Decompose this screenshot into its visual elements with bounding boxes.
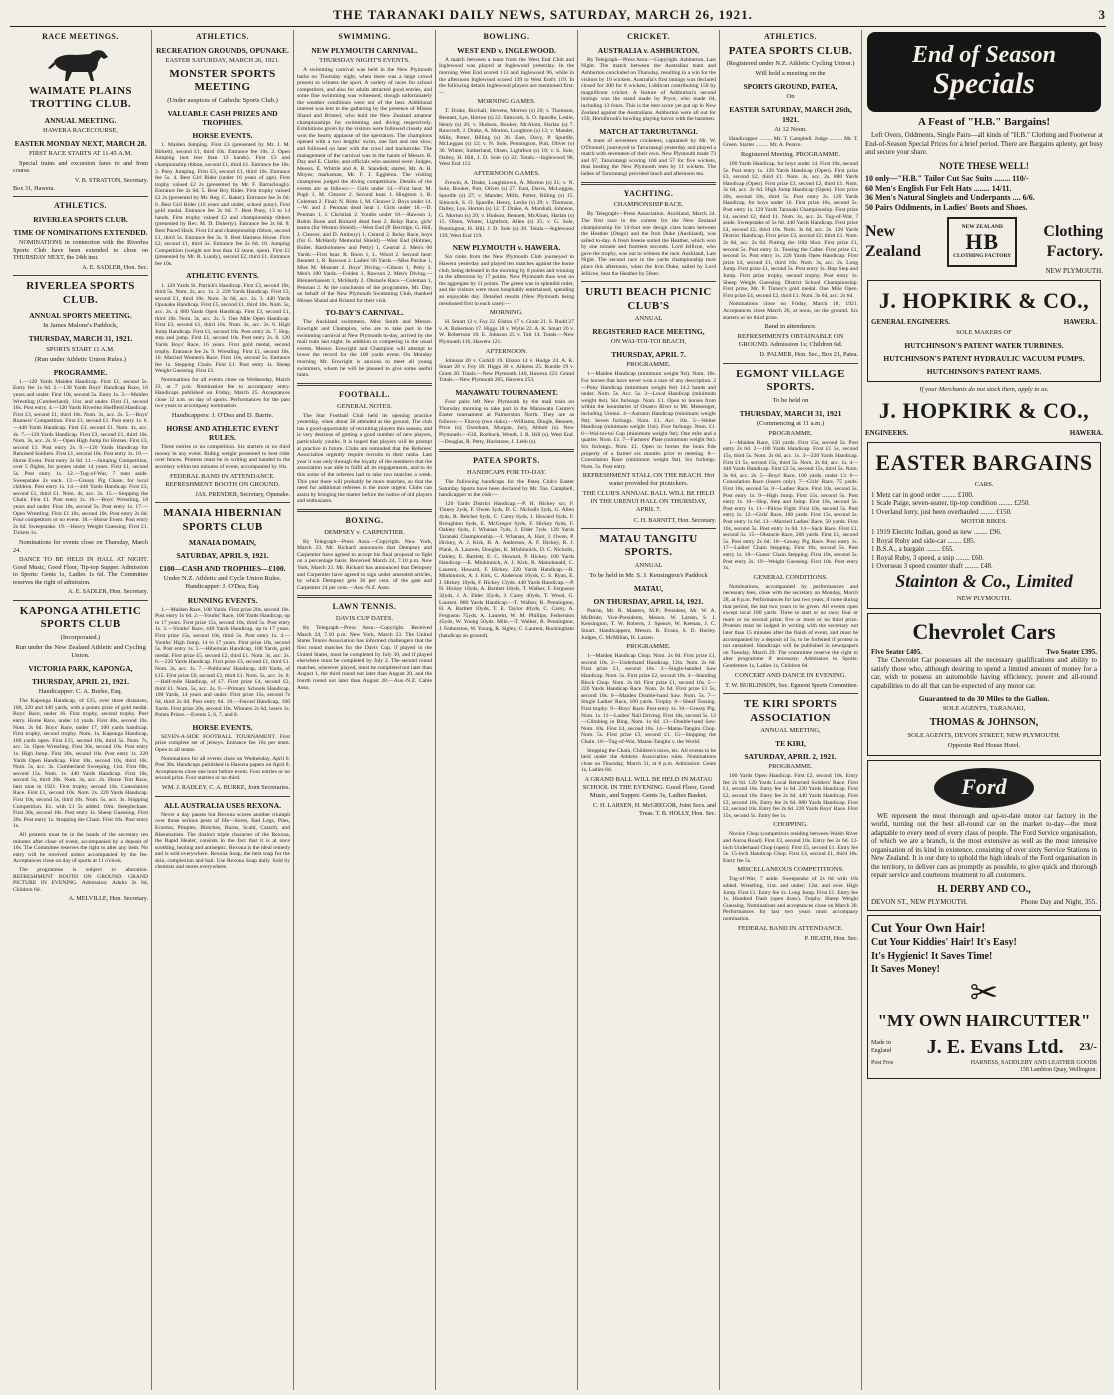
easter-heading: EASTER BARGAINS bbox=[875, 449, 1093, 475]
tekiri-annual: ANNUAL MEETING, bbox=[760, 726, 821, 734]
patea-officials: Handicapper ......... Mr. T. Campbell. Judge ......... Mr. T. Green. Starter ......... Mr. A. Pearce. bbox=[723, 135, 858, 149]
ford-ad bbox=[867, 760, 1101, 911]
riverlea-rules: (Run under Athletic Union Rules.) bbox=[34, 355, 127, 363]
patea-will: Will hold a meeting on the bbox=[755, 70, 826, 78]
handicaps-intro: The following handicaps for the Patea Club's Easter Saturday Sports have been declared by Mr. Tau. Campbell, handicapper to the club:— bbox=[439, 478, 574, 499]
divider bbox=[13, 196, 148, 197]
kaponga-signature: A. MELVILLE, Hon. Secretary. bbox=[68, 895, 148, 903]
matau-notes: Stopping the Chain, Children's races, etc. All events to be held under the Athletic Association rules. Nominations close on Thursday, March 31, at 8 p.m. Admission: Gents 1s, Ladies 6d. bbox=[581, 747, 716, 774]
matau-programme: PROGRAMME. bbox=[626, 643, 671, 651]
riverlea-sub: RIVERLEA SPORTS CLUB. bbox=[33, 214, 128, 224]
rexona-text: Never a day passes but Rexona scores another triumph over those serious pests of life—Sores, Bad Legs, Piles, Eczema, Pimples, Blotches, Burns, Scald, Catarrh, and Rheumatism. The distinct triple character of the Rexona, the Rapid Healer, consists in the fact that it is at once soothing, healing and antiseptic. Rexona is the ideal remedy and is sold everywhere. Rexona Soap, the best soap for the skin, complexion and hair. Use Rexona Soap daily. Sold by chemists and stores everywhere. bbox=[155, 811, 290, 871]
matau-text: 1—Maiden Handicap Chop. Nom. 2s 6d. First prize £1, second 10s. 2—Underhand Handicap, 12in. Nom. 2s 6d. First prize £1, second 10s. 3—Single-handed Saw Handicap. Nom. 5s. First prize £2, second 10s. 4—Standing Block Chop. Nom. 2s 6d. First prize £1, second 10s. 5—220 Yards Handicap Race. Nom. 2s 6d. First prize £1 5s, second 10s. 6—Maiden Double-hand Saw. Nom. 5s. 7—Single Ladies' Race, 100 yards. Trophy. 8—Sheaf Tossing. First trophy. 9—Boys' Race. Post entry 1s. 10—Greasy Pig. Nom. 1s. 11—Ladies' Nail Driving. First 10s, second 5s. 12—Climbing in Ring. Nom. 1s 6d. 13—Double-hand Saw. Nom. 10s. First £4, second 10s. 14—Matau-Tangitu Chop. Nom. 5s. First prize £3, second £1. 15—Stopping the Chain. 16—Tug-of-War, Matau-Tangitu v. the World. bbox=[581, 653, 716, 745]
waimate-start: FIRST RACE STARTS AT 11.45 A.M. bbox=[28, 149, 132, 157]
haircutter-ad bbox=[867, 915, 1101, 1079]
divider bbox=[581, 281, 716, 282]
bike-item: 1 B.S.A., a bargain ........ £65. bbox=[871, 545, 955, 554]
chevrolet-title: Chevrolet Cars bbox=[912, 618, 1056, 644]
hb-logo-top: NEW ZEALAND bbox=[961, 224, 1003, 231]
patea-time: At 12 Noon. bbox=[774, 125, 807, 133]
waimate-sub: ANNUAL MEETING. bbox=[44, 115, 117, 125]
tekiri-signature: P. HEATH, Hon. Sec. bbox=[804, 934, 858, 942]
patea-title: PATEA SPORTS CLUB. bbox=[728, 44, 853, 57]
columns bbox=[10, 30, 1106, 1390]
tekiri-title: TE KIRI SPORTS ASSOCIATION bbox=[743, 698, 838, 724]
matau-date: ON THURSDAY, APRIL 14, 1921. bbox=[593, 597, 704, 607]
waimate-box: Box 31, Hawera. bbox=[13, 184, 55, 192]
yachting-text: By Telegraph—Press Association. Auckland, March 24. The first race in the contest for the New Zealand championship for 14-foot one design class boats between the Heather (Otago) and the Iron Duke (Auckland), was sailed to-day. A fresh breeze suited the Heather, which won by one minute and fourteen seconds. Lord Jellicoe, who gave the trophy, was out to witness the race. Auckland, Last Night. The second race in the yacht championship took place this afternoon, when the Iron Duke, sailed by Lord Jellicoe, beat the Heather by 50sec. bbox=[581, 211, 716, 277]
hair-line: It Saves Money! bbox=[871, 964, 940, 976]
section-heading: RACE MEETINGS. bbox=[42, 32, 119, 41]
hb-new-plymouth: NEW PLYMOUTH. bbox=[1045, 266, 1103, 275]
programme-text: 1.—120 Yards Maiden Handicap. First £1, second 5s. Entry fee 1s 6d. 2.—130 Yards Boys' Handicap Race, 16 years and under. First 10s, second 5s. Entry 1s. 3.—Maiden Wrestling (Cumberland), 11st. and under. First £1, second 10s. Post entry. 4.—120 Yards Riverlea Sheffield Handicap. First £3, second £1, third 10s. Nom. 3s, acc. 2s. 5.—Boys' Runners' Competition. First £1, second £1. Post entry 1s. 6.—440 Yards Handicap. First £3, second £1. Nom. 4s, acc. 4s. 7.—120 Yards Handicap. First £3, second £1, third 10s. Nom. 3s, acc. 2s. 8.—Open High Jump for Horses. First £3, second £1. Post entry 2s. 9.—120 Yards Handicap for Returned Soldiers. First £1, second 10s. Post entry 1s. 10.—Horse Event. Post entry 2s 6d. 11.—Jumping Competition, over 5 flights, for ponies under 14 years. First £1, second 5s. Post entry 1s. 12.—Tug-of-War, 7 men aside. Sweepstake 2s each. 13.—Greasy Pig Chase, for local children. Post entry 1s. 14.—440 Yards Handicap. First £3, second £1, third £1. Nom. 4s, acc. 2s. 15.—Stopping the Chain. First £1. Post entry 1s. 16.—Boys' Wrestling, 18 years and under. First 10s, second 5s. Post entry 1s. 17.—Open Wrestling. First £1 10s, second 10s. Post entry 2s 6d. Four competitors or no event. 18.—Horse Event. Post entry 2s 6d. Sweepstake. 19.—Heavy Weight Guessing. First £1. Tickets 1s. bbox=[13, 378, 148, 537]
column-athletics-patea bbox=[720, 30, 862, 1390]
evans-price: 23/- bbox=[1079, 1040, 1097, 1053]
afternoon-2-text: Johnson 20 v. Corkill 19. Elston 14 v. Hodge 24. A. K. Smart 28 v. Foy 18. Higgs 30 v. Aitkens 25. Rundle 19 v. Grant 20. Totals.—New Plymouth 140, Hawera 123. Grand Totals.—New Plymouth 265, Hawera 253. bbox=[439, 357, 574, 384]
nominations-signature: A. E. SADLER, Hon. Sec. bbox=[82, 263, 148, 271]
afternoon-heading: AFTERNOON GAMES. bbox=[473, 169, 540, 177]
uruti-text: 1—Maiden Handicap (minimum weight 9st). Nom. 10s. For horses that have never won a race of any description. 2—Pony Handicap (minimum weight 8st) 14.2 hands and under. Nom. 5s. Acc. 5s. 3—Local Handicap (minimum weight 8st). Six furlongs. Nom. £1. Open to horses from within the boundaries of Onaero River to Mt. Messenger, including Urenui. 4—Autumn Handicap (minimum weight 9st). Seven furlongs. Nom. £1. Acc. 10s. 5—Welter Handicap (minimum weight 11st). Five furlongs. Nom. £1. 6—Wai-toi-toi Cup (minimum weight 9st). One mile and a quarter. Nom. £1. 7—Farmers' Plate (minimum weight 9st). Six furlongs. Nom. £1. Open to horses the bona fide property of a farmer six months prior to meeting. 8—Consolation Race (minimum weight 9st). Six furlongs. Nom. 5s. Post entry. bbox=[581, 371, 716, 470]
hb-factory: Factory. bbox=[1046, 242, 1103, 260]
hopkirk2-right: HAWERA. bbox=[1069, 429, 1103, 438]
horse-rules-heading: HORSE AND ATHLETIC EVENT RULES. bbox=[166, 423, 279, 443]
motor-bikes-heading: MOTOR BIKES. bbox=[960, 518, 1008, 526]
bike-item: 1 1919 Electric Indian, good as new ........ £96. bbox=[871, 528, 1002, 537]
afternoon-text: Frewin, A. Drake, Loughstown, A. Morton (s) 21; v. N. Sole, Booker, Putt, Oliver (s) 27. East, Davis, McLeggan, Spurdle (s) 27; v. Mander, Mills, Potter, Billing (s) 15. Simcock, S. O. Spurdle, Henry, Leslie (s) 29; v. Thomson, Dalley, Lye, Horton (s) 12. T. Drake, A. Marshall, Johnson, G. Morton (s) 29; v. Hudson, Bennett, McAlum, Harlan (s) 15. Olsen, Winter, Lightfoot, Allen (s) 25; v. G. Sole, Pennington, H. Hill, J. D. Sole (s) 30. Totals.—Inglewood 139, West End 119. bbox=[439, 179, 574, 239]
hb-logo bbox=[947, 217, 1017, 267]
riverlea-place: In James Malone's Paddock, bbox=[43, 322, 118, 330]
general-notes-heading: GENERAL NOTES. bbox=[336, 402, 393, 410]
derby-phone: Phone Day and Night, 355. bbox=[1020, 898, 1097, 907]
chopping-heading: CHOPPING. bbox=[773, 821, 808, 829]
chevrolet-ad bbox=[867, 613, 1101, 756]
kaponga-date: THURSDAY, APRIL 21, 1921. bbox=[32, 677, 129, 686]
egmont-text: 1—Maiden Race, 150 yards. First 15s, second 5s. Post entry 2s 6d. 2—100 Yards Handicap. First £1 5s, second 15s, third 5s. Nom. 2s 6d, acc. 1s. 3—220 Yards Handicap. First £1 5s, second 15s, third 5s. Nom. 2s 6d, acc. 1s. 4—440 Yards Handicap. First £2 5s, second 15s, third 5s. Nom. 3s 6d, acc. 2s. 5—Boys' Race, 100 yards, under 13. 6—Consolation Race (losers only). 7—Girls' Race, 75 yards. First 10s, second 5s. 8—Ladies' Race. First 10s, second 5s. Post entry 1s. 9—High Jump. First 15s, second 5s. Post entry 1s. 10—Hop, Step and Jump. First 10s, second 5s. Post entry 1s. 11—Pillow Fight. First 10s, second 5s. Post entry 1s. 12—Girls' Race, 100 yards. First 15s, second 5s. Post entry 1s 6d. 13—Married Ladies' Race, 50 yards. First 10s, second 5s. Post entry 1s 6d. 14—Sack Race. First £1, second 5s. 15—Obstacle Race, 200 yards. First £1, second 5s. Post entry 2s 6d. 16—Greasy Pig Race. Post entry 1s. 17—Ladies' Chain Stepping. First 10s, second 5s. Post entry 1s. 18—Guess' Chain Stepping. First 10s, second 5s. Post entry 2s. 19—Weight Guessing. First 10s. Post entry 1s. bbox=[723, 439, 858, 572]
monster-title: MONSTER SPORTS MEETING bbox=[169, 67, 276, 94]
patea-on: On bbox=[786, 93, 795, 101]
divider bbox=[13, 275, 148, 276]
patea-refreshments: REFRESHMENTS OBTAINABLE ON GROUND. Admission 1s; Children 6d. bbox=[737, 333, 844, 349]
ford-text: WE represent the most thorough and up-to-date motor car factory in the world, turning out the best all-round car on the market to-day—the most adaptable to every need of every class of people. The Ford Service organisation, of which we are a branch, is the most extensive as well as the most intensive organisation of its kind in existence, consisting of over sixty Service Stations in New Zealand. It is our duty to uphold the high ideals of the Ford organisation in the territory, to deliver cars as promptly as possible, to give quick and thorough repair service and courteous treatment to all customers. bbox=[871, 811, 1097, 880]
waimate-signature: V. B. STRATTON, Secretary. bbox=[74, 177, 148, 185]
manaia-title: MANAIA HIBERNIAN SPORTS CLUB bbox=[163, 507, 282, 533]
matau-officers: Patron, Mr. R. Masters, M.P.; President, Mr. W. A. McBride; Vice-Presidents, Messrs. W. Larsen, S. J. Kensington, T. W. Roberts, J. Spence, W. Keenan, J. C. Smart. Handicappers, Messrs. R. Evans, S. D. Hurley. Judges, C. McMillan, H. Larsen. bbox=[581, 608, 716, 641]
derby-address: DEVON ST., NEW PLYMOUTH. bbox=[871, 898, 968, 907]
nominations-extended: TIME OF NOMINATIONS EXTENDED. bbox=[13, 228, 148, 238]
uruti-venue: ON WAI-TOI-TOI BEACH, bbox=[610, 338, 687, 346]
bike-item: 1 Royal Ruby and side-car ........ £85. bbox=[871, 536, 976, 545]
chevrolet-text: The Chevrolet Car possesses all the necessary qualifications and ability to satisfy those who, although desiring to spend a limited amount of money for a car, wish to possess an automobile having efficiency, power and all-round capabilities to do all that can be expected of any motor car. bbox=[871, 656, 1097, 690]
boxing-text: By Telegraph—Press Assn.—Copyright. New York, March 23. Mr. Rickard announces that Dempsey and Carpentier have agreed to accept his final proposal to fight on a percentage basis. Received March 24, 7.10 p.m. New York, March 23. Mr. Rickard has announced that Dempsey and Carpentier have agreed to sign under amended articles, by which Dempsey gets 36 per cent. of the gate and Carpentier 24 per cent.—Aus.-N.Z. Assn. bbox=[297, 538, 432, 591]
athletic-events-text: 1. 120 Yards St. Patrick's Handicap. First £3, second 10s, third 5s. Nom. 2s, acc. 1s. 2. 220 Yards Handicap. First £3, second £1, third 10s. Nom. 3s 6d, acc. 2s. 3. 440 Yards Opunake Handicap. First £5, second £1, third 10s. Nom. 5s, acc. 2s. 4. 880 Yards Open Handicap. First £3, second £1, third 10s. Nom. 3s, acc. 2s. 5. One Mile Open Handicap. First £3, second £1, third 10s. Nom. 3s, acc. 2s. 6. High Jump Handicap. First £1, second 10s. Post entry 2s. 7. Hop, step and jump. First £1, second 10s. Post entry 2s. 8. 120 Yards Boys' Race, 16 years. First gold medal, second trophy. Entrance fee 2s. 9. Wrestling. First £1, second 10s. 10. Married Women's Race. First 10s, second 5s. Entrance fee 1s. Stepping Chain. First £1. Post entry 1s. Sheep Weight Guessing. First £1. bbox=[155, 282, 290, 375]
hair-line: Cut Your Kiddies' Hair! It's Easy! bbox=[871, 937, 1017, 949]
my-own-haircutter: "MY OWN HAIRCUTTER" bbox=[877, 1010, 1091, 1030]
misc-heading: MISCELLANEOUS COMPETITIONS. bbox=[737, 866, 844, 874]
hair-line: It's Hygienic! It Saves Time! bbox=[871, 950, 993, 962]
misc-text: Tug-of-War, 7 aside. Sweepstake of 2s 6d with 10s added. Wrestling, 11st. and under; 12st. and over. High Jump. First £1. Entry fee 1s. Long Jump. First £1. Entry fee 1s. Hundred Dash (open draw). Trophy. Sheep Weight Guessing. Nominations and acceptances close on March 30. Performances for last two years must accompany nomination. bbox=[723, 876, 858, 922]
hawera-heading: NEW PLYMOUTH v. HAWERA. bbox=[452, 243, 561, 253]
football-text: The Star Football Club held its opening practice yesterday, when about 30 attended at the ground. The club has a good opportunity of recruiting players this season, and is very desirous of getting a good number of new players, particularly youths. It is hoped that players will be prompt at practice in future. Clubs are reminded that the Referees' Association urgently require recruits to their ranks. Last year it was only through the loyalty of the members that the association was able to fulfil all its engagements, and to do this some of the referees had to take two matches a week. This year there will probably be more matches, so that the need for additional referees is the more urgent. Clubs can assist by bringing the matter before the notice of old players and enthusiasts. bbox=[297, 412, 432, 505]
matau-title: MATAU TANGITU SPORTS. bbox=[599, 533, 698, 559]
hb-text: Left Overs, Oddments, Single Pairs—all kinds of "H.B." Clothing and Footwear at End-of-Season Special Prices for a brief period. There are Bargains aplenty, get busy and secure your share. bbox=[865, 131, 1103, 157]
kaponga-rules: Run under the New Zealand Athletic and Cycling Union. bbox=[15, 643, 146, 659]
riverlea-annual: ANNUAL SPORTS MEETING. bbox=[29, 311, 132, 321]
rexona-heading: ALL AUSTRALIA USES REXONA. bbox=[163, 800, 282, 810]
kaponga-title: KAPONGA ATHLETIC SPORTS CLUB bbox=[19, 604, 142, 631]
patea-registered: (Registered under N.Z. Athletic Cycling Union.) bbox=[726, 60, 855, 68]
tennis-heading: LAWN TENNIS. bbox=[332, 602, 397, 612]
hopkirk2-left: ENGINEERS. bbox=[865, 429, 908, 438]
masthead-title: THE TARANAKI DAILY NEWS, SATURDAY, MARCH 26, 1921. bbox=[333, 7, 753, 22]
afternoon-2-heading: AFTERNOON. bbox=[485, 347, 528, 355]
nominations-text: NOMINATIONS in connection with the Riverlea Sports Club have been extended to close on THURSDAY NEXT, the 24th inst. bbox=[13, 239, 148, 262]
section-heading: ATHLETICS. bbox=[763, 32, 818, 41]
sevens-signature: WM. J. RADLEY, C. A. BURKE, Joint Secretaries. bbox=[161, 784, 290, 792]
divider bbox=[297, 509, 432, 512]
dance-signature: A. E. SADLER, Hon. Secretary. bbox=[68, 588, 148, 596]
tekiri-text: 100 Yards Open Handicap. First £2, second 10s. Entry fee 2s 6d. 120 Yards Local Returned Soldiers' Race. First £1, second 10s. Entry fee 1s 6d. 220 Yards Handicap. First £2, second 10s. Entry fee 2s 6d. 440 Yards Handicap. First £2, second 10s. Entry fee 2s 6d. 880 Yards Handicap. First £2, second 10s. Entry fee 2s 6d. 220 Yards Boys' Race. First 15s, second 5s. Entry fee 1s. bbox=[723, 773, 858, 819]
morning-2-heading: MORNING. bbox=[489, 309, 524, 317]
patea-registered-programme: Registered Meeting. PROGRAMME. bbox=[740, 150, 841, 158]
taurutangi-heading: MATCH AT TARURUTANGI. bbox=[599, 126, 698, 136]
chevrolet-two-seater: Two Seater £395. bbox=[1046, 647, 1097, 656]
hopkirk-item: HUTCHINSON'S PATENT HYDRAULIC VACUUM PUMPS. bbox=[883, 354, 1085, 364]
bike-item: 1 Overseas 3 speed counter shaft ........ £48. bbox=[871, 562, 993, 571]
yachting-heading: YACHTING. bbox=[623, 188, 674, 198]
divider bbox=[155, 796, 290, 797]
matau-place: To be held in Mr. S. J. Kensington's Paddock bbox=[589, 571, 708, 579]
waimate-venue: HAWERA RACECOURSE, bbox=[43, 126, 118, 134]
column-swimming bbox=[294, 30, 436, 1390]
kaponga-text: The Kaponga Handicap, of £15, over three distances, 100, 220 and 440 yards, with a points prize of gold medal. Boys' Race, under 16. First trophy, second trophy. Post entry. Horse Race, under 14 yards. First 40s, second 10s. Nom. 2s 6d. Boys' Race, under 17, 100 yards handicap. First trophy, second trophy. Nom. 1s. Kaponga Handicap, 100 yards open. First £15, second 10s, third 5s. Nom. 7s, acc. 5s. Open Wrestling. First 30s, second 10s. Post entry 1s. High Jump. First 30s, second 10s. Post entry 1s. 220 Yards Open Handicap. First 10s, second 10s, third 10s. Nom. 5s, acc. 3s. Cumberland Sweeping, 11st. First 60s, second 15s. Nom. 1s. 440 Yards Handicap. First 10s, second 5s, third 20s. Nom. 3s, acc. 2s. Horse Trot Race, best nine in 1921. First trophy, second 10s. Consolation Race. First £1, second 10s. Nom. 2s. 220 Yards Handicap. First 10s, second 5s, third 10s. Nom. 5s, acc. 3s. Stopping Competition. Ex. with £1 5s added. 10m. Steeplechase. First 30s, second 10s. Post entry 1s. Sheep Guessing. First 20s. Post entry 1s. Stopping the Chain. First 10s. Post entry 1s. bbox=[13, 698, 148, 830]
handicappers: Handicappers: J. O'Dea and D. Barrie. bbox=[171, 411, 274, 419]
patea-acceptances: Nominations close on Friday, March 18, 1921. Acceptances close March 26, at noon, on the ground. Six starters or no third prize. bbox=[723, 301, 858, 321]
divider bbox=[723, 363, 858, 364]
manaia-domain: MANAIA DOMAIN, bbox=[188, 538, 257, 548]
morning-2-text: H. Smart 12 v. Foy 22. Elston 17 v. Grant 21. S. Rudd 27 v. A. Robertson 17. Higgs 18 v. Wylie 22. A. K. Smart 26 v. W. Robertson 18. E. Johnson 25 v. Tait 14. Totals.—New Plymouth 116, Hawera 121. bbox=[439, 319, 574, 345]
patea-text: 100 Yards Handicap, for boys under 14. First 10s, second 5s. Post entry 1s. 120 Yards Handicap (Open). First prize £3, second £2, third £1. Nom. 3s, acc. 2s. 880 Yards Handicap (Open). First prize £3, second £2, third £1. Nom. 3s 6d, acc. 2s 6d. High Jump Handicap (Open). First prize 20s, second 10s, third 5s. Post entry 2s. 120 Yards Handicap, for boys under 16. First prize 10s, second 5s. Post entry 1s. 120 Yards Taranaki Championship. First prize £4, second £2, third £1. Nom. 3s, acc. 2s. Tug-of-War, 7 aside. Sweepstake of 5s 6d. 440 Yards Handicap. First prize £4, second £2, third 10s. Nom. 3s 6d, acc. 2s. 120 Yards District Handicap. First prize £3, second £2, third £1. Nom. 2s 6d, acc. 2s 6d. Putting the 16lb Shot. First prize £1, second 5s. Post entry 1s. Tossing the Caber. First prize £1, second 5s. Post entry 1s. 220 Yards Open Handicap. First prize £4, second £1, third 10s. Nom. 3s, acc. 2s. Long Jump. First prize £1, second 5s. Post entry 1s. Hop Step and Jump. First prize trophy, second trophy. Post entry 1s. Sheep Weight Guessing. District School Championship. First prize, Mr. P. Tinney's gold medal. One Mile Open. First prize £4, second £2, third £1. Nom. 3s 6d, acc. 2s 6d. bbox=[723, 160, 858, 299]
morning-heading: MORNING GAMES. bbox=[477, 98, 536, 106]
hopkirk-sole: SOLE MAKERS OF bbox=[956, 328, 1012, 336]
hopkirk-name: J. HOPKIRK & CO., bbox=[878, 287, 1090, 313]
waimate-title: WAIMATE PLAINS TROTTING CLUB. bbox=[29, 84, 132, 111]
athletics-heading: ATHLETICS. bbox=[53, 201, 108, 211]
riverlea-title: RIVERLEA SPORTS CLUB. bbox=[26, 280, 135, 306]
hb-new: New bbox=[865, 223, 896, 241]
chevrolet-tj: THOMAS & JOHNSON, bbox=[929, 717, 1039, 729]
uruti-title: URUTI BEACH PICNIC CLUB'S bbox=[585, 286, 712, 312]
egmont-title: EGMONT VILLAGE SPORTS. bbox=[736, 367, 845, 394]
hb-zealand: Zealand bbox=[865, 242, 922, 260]
handicaps-heading: HANDICAPS FOR TO-DAY. bbox=[466, 468, 547, 476]
end-of-season-banner bbox=[867, 32, 1101, 112]
sevens-text: Nominations for all events close on Wednesday, April 6. Post 30s. Handicaps published in Hawera papers on April 8. Acceptances close one hour before event. Four entries or no second prize. Four starters or no third. bbox=[155, 755, 290, 782]
horse-events-heading: HORSE EVENTS. bbox=[192, 131, 253, 141]
taurutangi-text: A team of seventeen cricketers, captained by Mr. W. O'Donnell, journeyed to Tarurutangi yesterday and played a match with seventeen of their own. New Plymouth made 73 and 67, Tarurutangi scoring 100 and 57 for five wickets, thus beating the New Plymouth men by 11 wickets. The ladies of Tarurutangi provided lunch and afternoon tea. bbox=[581, 137, 716, 177]
hopkirk-ad bbox=[867, 280, 1101, 383]
uruti-annual: ANNUAL bbox=[634, 315, 663, 323]
kaponga-handicapper: Handicapper: C. A. Burke, Esq. bbox=[38, 688, 123, 696]
eos-line1: End of Season bbox=[911, 42, 1057, 69]
hair-heading: Cut Your Own Hair! bbox=[871, 919, 986, 935]
eos-line2: Specials bbox=[933, 67, 1035, 101]
column-advertisements bbox=[862, 30, 1106, 1390]
hb-logo-bottom: CLOTHING FACTORY bbox=[953, 252, 1012, 259]
federal-signature: JAS. PRENDER, Secretary, Opunake. bbox=[195, 490, 290, 498]
kaponga-notes: All protests must be in the hands of the secretary ten minutes after close of event, accompanied by a deposit of 10s. The Committee reserves the right to alter any item. No entry will be received unless accompanied by the fee. Acceptances close on day of sports at 11 o'clock. bbox=[13, 832, 148, 865]
manaia-rules: Under N.Z. Athletic and Cycle Union Rules. Handicapper: J. O'Dea, Esq. bbox=[163, 575, 282, 591]
kaponga-venue: VICTORIA PARK, KAPONGA, bbox=[28, 663, 133, 673]
section-heading: ATHLETICS. bbox=[195, 32, 250, 41]
tekiri-band: FEDERAL BAND IN ATTENDANCE. bbox=[738, 924, 843, 932]
chopping-text: Novice Chop (competitors residing between Walsh River and Auroa Road). First £3, second 10s. Entry fee 2s 6d. 12-inch Underhand Chop (open). First £5, second £1. Entry fee 5s. 15-inch Handicap Chop. First £4, second £1, third 10s. Entry fee 5s. bbox=[723, 831, 858, 864]
running-events-heading: RUNNING EVENTS. bbox=[187, 595, 258, 605]
patea-signature: D. PALMER, Hon. Sec., Box 21, Patea. bbox=[759, 351, 858, 359]
auspices: (Under auspices of Catholic Sports Club.) bbox=[167, 96, 278, 104]
car-item: 1 Metz car in good order ........ £100. bbox=[871, 490, 974, 499]
horse-rules: Three entries or no competition. Six starters or no third money in any event. Riding weight presented to best rider over fences. Protests must be in writing and handed to the secretary within ten minutes of event, accompanied by 10s. bbox=[155, 444, 290, 470]
manawatu-text: Four pairs left New Plymouth by the mail train on Thursday morning to take part in the Manawatu Centre's Easter tournament at Palmerston North. They are as follows:— Fitzroy (two rinks).—Williams, Dingle, Bennett, Price (s); Oxenham, Morgan, Jury, Abbott (s). New Plymouth.—Gill, Roebuck, Wendt, J. R. Hill (s). West End.—Douglas, R. Petty, Hurlstone, J. Lebb (s). bbox=[439, 399, 574, 445]
egmont-conditions-heading: GENERAL CONDITIONS. bbox=[753, 573, 828, 581]
chevrolet-agents: SOLE AGENTS, TARANAKI, bbox=[942, 705, 1026, 713]
sevens-tournament: SEVEN-A-SIDE FOOTBALL TOURNAMENT. First prize complete set of jerseys. Entrance fee 16s per team. Open to all teams. bbox=[155, 733, 290, 754]
swimming-text: A swimming carnival was held in the New Plymouth baths on Thursday night, when there was a large crowd present to witness the sport. A variety of races for school competitors, and also for adults attracted good entries, and some fine swimming was witnessed, though unfortunately the weather conditions were not of the best. Additional interest was lent to the gathering by the presence of Misses Shand and Bristed, who hold the New Zealand amateur championships for swimming and diving respectively. Exhibitions given by the visitors were followed closely and won the hearty applause of the spectators. The champions opened with a two lengths' swim, one fast and one slow, and followed on later with the crawl and backstroke. The management of the carnival was in the hands of Messrs. R. Day and E. Clarke, and officials who assisted were: Judges, Messrs. E. Whittle and A. R. Standish; starter, Mr. A. H. Moyes; marksman, Mr. F. J. Eggleton. The visiting champions judged the diving competitions. Details of the events are as follows:— Girls under 14.—First heat: M. Pugh 1, M. Cleaver 2. Second heat: I. Hingston 1, B. Coleman 2. Final: N. Rims 1, M. Cleaver 2. Boys under 14.—W. and J. Penman dead heat 1. Girls under 18.—D. Penman 1, J. Christian 2. Youths under 18.—Rawson 1, Robin Boon and Rickard dead heat 2. Relay Race, girls' teams (for Weston Shield).—West End (P. Berridge, G. Hill, J. Cleaver, and D. Ambury) 1, Central 2. Relay Race, boys (for G. McHardy Memorial Shield).—West End (Holmes, Boiler, Bartholomew and Petty) 1, Central 2. Men's 66 Yards.—First heat: R. Boon 1, L. Wood 2. Second heat: Bennett 1, R. Rawson 2. Ladies' 66 Yards.—Miss Purdue 1, Miss M. Moseatt 2. Boys' Diving.—Gibson 1, Petty 2. Men's 100 Yards.—Folden 1, Rawson 2. Men's Diving.—Blennerhassett 1, McHardy 2. Obstacle Race.—Coleman 1, Penman 2. At the conclusion of the programme, Mr. Day, on behalf of the New Plymouth Swimming Club, thanked Misses Shand and Bristed for their visit. bbox=[297, 66, 432, 304]
derby-name: H. DERBY AND CO., bbox=[937, 883, 1031, 895]
hopkirk-left: GENERAL ENGINEERS. bbox=[871, 318, 950, 327]
chevrolet-address: SOLE AGENTS, DEVON STREET, NEW PLYMOUTH. bbox=[907, 731, 1061, 739]
divider bbox=[13, 600, 148, 601]
dempsey-heading: DEMPSEY v. CARPENTIER. bbox=[324, 528, 405, 536]
westend-heading: WEST END v. INGLEWOOD. bbox=[457, 45, 556, 55]
kaponga-incorporated: (Incorporated.) bbox=[60, 633, 101, 641]
carnival-heading: NEW PLYMOUTH CARNIVAL. bbox=[311, 45, 418, 55]
patea-heading: PATEA SPORTS. bbox=[473, 456, 540, 466]
manaia-date: SATURDAY, APRIL 9, 1921. bbox=[176, 551, 269, 561]
tekiri-place: TE KIRI, bbox=[775, 738, 806, 748]
divider bbox=[723, 693, 858, 694]
recreation-ground: RECREATION GROUNDS, OPUNAKE. bbox=[156, 45, 289, 55]
hopkirk-name-2: J. HOPKIRK & CO., bbox=[878, 398, 1090, 424]
hopkirk-right: HAWERA. bbox=[1063, 318, 1097, 327]
egmont-concert: CONCERT AND DANCE IN EVENING. bbox=[734, 671, 847, 679]
uruti-ball: THE CLUB'S ANNUAL BALL WILL BE HELD IN THE URENUI HALL ON THURSDAY, APRIL 7. bbox=[582, 490, 715, 514]
waimate-trains: Special trains and excursion fares to and from course. bbox=[13, 159, 148, 175]
boxing-heading: BOXING. bbox=[345, 515, 384, 525]
bike-item: 1 Royal Ruby, 3 speed, a snip ........ £60. bbox=[871, 553, 984, 562]
easter-date: EASTER SATURDAY, MARCH 26, 1921. bbox=[165, 56, 280, 64]
matau-venue: MATAU, bbox=[633, 583, 664, 593]
evans-trade: HARNESS, SADDLERY AND LEATHER GOODS bbox=[970, 1059, 1097, 1066]
page-number: 3 bbox=[1098, 7, 1106, 22]
chevrolet-opposite: Opposite Red House Hotel. bbox=[947, 741, 1021, 749]
egmont-programme: PROGRAMME. bbox=[768, 429, 813, 437]
programme-heading: PROGRAMME. bbox=[53, 367, 108, 377]
hopkirk-item: HUTCHINSON'S PATENT RAMS. bbox=[926, 367, 1042, 377]
dance-notice: DANCE TO BE HELD IN HALL AT NIGHT. Good Music, Good Floor, Tip-top Supper. Admission to Sports: Gents 1s, Ladies 1s 6d. The Committee reserves the right of admission. bbox=[13, 556, 148, 586]
chevrolet-guarantee: Guaranteed to do 30 Miles to the Gallon. bbox=[918, 694, 1050, 704]
matau-signature: C. H. LARSEN, H. McGREGOR, Joint Secs. and Treas. T. B. HOLLY, Hon. Sec. bbox=[592, 802, 716, 817]
manaia-cash: £100—CASH AND TROPHIES—£100. bbox=[159, 564, 286, 574]
riverlea-date: THURSDAY, MARCH 31, 1921. bbox=[28, 334, 133, 344]
egmont-time: (Commencing at 11 a.m.) bbox=[756, 419, 825, 427]
kaponga-footer: The programme is subject to alteration. REFRESHMENT BOOTH ON GROUND. GRAND PICTURE IN EVENING. Admission: Adults 2s 6d, Children 6d. bbox=[13, 867, 148, 893]
evans-address: 158 Lambton Quay, Wellington. bbox=[1019, 1067, 1097, 1074]
masthead bbox=[10, 4, 1106, 27]
divider bbox=[581, 182, 716, 185]
horse-events-2-heading: HORSE EVENTS. bbox=[192, 722, 253, 732]
championship-heading: CHAMPIONSHIP RACE. bbox=[613, 201, 684, 209]
hopkirk-note: If your Merchants do not stock them, apply to us. bbox=[919, 386, 1049, 394]
evans-post: Post Free bbox=[871, 1059, 894, 1066]
evans-made: Made in England bbox=[871, 1040, 891, 1054]
cars-heading: CARS. bbox=[974, 480, 994, 488]
egmont-signature: T. W. BURLINSON, Sec. Egmont Sports Committee. bbox=[725, 681, 858, 689]
divider bbox=[439, 449, 574, 452]
hb-note: NOTE THESE WELL! bbox=[939, 161, 1029, 171]
prizes: VALUABLE CASH PRIZES AND TROPHIES. bbox=[167, 108, 278, 127]
egmont-held: To be held on bbox=[772, 396, 809, 404]
section-heading: CRICKET. bbox=[627, 32, 670, 41]
scissors-icon: ✂ bbox=[969, 974, 999, 1012]
hopkirk-item: HUTCHINSON'S PATENT WATER TURBINES. bbox=[904, 340, 1064, 350]
ford-logo: Ford bbox=[934, 768, 1034, 808]
morning-text: T. Drake, Birchall, Stevens, Morton (s) 20; v. Thomson, Bennett, Lye, Horton (s) 22. Simcock, S. O. Spurdle, Leslie, Henry (s) 26; v. Hudson, Booker, McAlum, Harlan (s) 7. Rawcroft, J. Drake, A. Morton, Loughton (s) 12; v. Mander, Mills, Potter, Billing (s) 36. East, Davy, P. Spurdle, McLeggan (s) 12; v. N. Sole, Pennington, Putt, Oliver (s) 30. Winter, Sutherland, Olsen, Lightfoot (s) 10; v. S. Sole, Dalley, H. Hill, J. D. Sole (s) 22. Totals.—Inglewood 90, West End 113. bbox=[439, 108, 574, 168]
hb-logo-mid: HB bbox=[965, 228, 1000, 254]
uruti-programme: PROGRAMME. bbox=[626, 361, 671, 369]
davis-heading: DAVIS CUP DATES. bbox=[335, 615, 394, 623]
stainton-new-plymouth: NEW PLYMOUTH. bbox=[956, 594, 1012, 602]
nominations-text: Nominations for all events close on Wednesday, March 23, at 7 p.m. Nomination fee to accompany entry. Handicaps published on Friday, March 25. Acceptances close 12 a.m. on day of sports. Performances for the past two years to accompany nomination. bbox=[155, 376, 290, 410]
bowling-intro: A match between a team from the West End Club and Inglewood was played at Inglewood yesterday. In the morning West End scored 113 and Inglewood 96, while in the afternoon Inglewood scored 139 to West End's 119. In the following details Inglewood players are mentioned first:— bbox=[439, 56, 574, 96]
tekiri-date: SATURDAY, APRIL 2, 1921. bbox=[744, 752, 837, 762]
carnival-2-text: The Auckland swimmers, Miss Smith and Messrs. Enwright and Champion, who are to take part in the swimming carnival at New Plymouth to-day, arrived by the mail train last night. In addition to competing in the usual events, Messrs. Enwright and Champion will attempt to lower the record for the 100 yards event. On Monday morning Mr. Enwright is anxious to meet all young swimmers, whom he will be pleased to give some useful hints. bbox=[297, 319, 432, 379]
section-heading: BOWLING. bbox=[483, 32, 530, 41]
uruti-registered: REGISTERED RACE MEETING, bbox=[592, 327, 705, 337]
tennis-text: By Telegraph—Press Assn.—Copyright. Received March 24, 7.10 p.m. New York, March 23. The United States Tennis Association has informed challengers that the first round matches for the Davis Cup, if played in the United States, must be completed by July 30, and if played elsewhere must be completed by July 2. The second round matches, wherever played, must be completed not later than August 1, the third round not later than August 20, and the fourth round not later than August 20.—Aus.-N.Z. Cable Assn. bbox=[297, 625, 432, 691]
uruti-refreshment: REFRESHMENT STALL ON THE BEACH. Hot water provided for picnickers. bbox=[582, 472, 715, 488]
uruti-signature: C. H. BARNITT, Hon. Secretary. bbox=[633, 516, 716, 524]
divider bbox=[297, 595, 432, 598]
cricket-text: By Telegraph—Press Assn.—Copyright. Ashburton, Last Night. The match between the Australian team and Ashburton concluded on Thursday, resulting in a win for the visitors by 10 wickets. Australia's first innings was declared closed for 300 for 8 wickets, Liddicutt contributing 150 by magnificent cricket. A feature of Ashburton's second innings was the stand made by Pryor, who made 64, including 13 fours. This is the best score yet put up in New Zealand against the Australians. Ashburton were all out for 150, Hornibrook's bowling playing havoc with the batsmen. bbox=[581, 56, 717, 123]
tekiri-programme: PROGRAMME. bbox=[768, 763, 813, 771]
hb-item: 50 Pairs Oddments, in Ladies' Boots and Shoes. bbox=[865, 203, 1028, 213]
football-heading: FOOTBALL. bbox=[339, 389, 390, 399]
athletic-events-heading: ATHLETIC EVENTS. bbox=[186, 271, 259, 281]
egmont-date: THURSDAY, MARCH 31, 1921 bbox=[739, 408, 842, 418]
patea-band: Band in attendance. bbox=[764, 323, 817, 331]
nominations-close: Nominations for events close on Thursday, March 24. bbox=[13, 539, 148, 554]
evans-name: J. E. Evans Ltd. bbox=[926, 1036, 1064, 1059]
running-events-text: 1.—Maiden Race, 100 Yards. First prize 20s, second 10s. Post entry 1s 6d. 2.—Youths' Race, 100 Yards Handicap, up to 17 years. First prize 15s, second 10s, third 5s. Post entry 1s. 3.—Youths' Race, 440 Yards Handicap, up to 17 years. First prize 15s, second 10s, third 5s. Post entry 1s. 4.—Youths' High Jump, 14 to 17 years. First prize 10s, second 5s. Post entry 1s. 5.—Hibernian Handicap, 100 Yards, gold medal. First prize £5, second £2, third £1. Nom. 3s, acc. 2s. 6.—220 Yards Handicap. First prize £3, second £1, third £1. Nom. 3s, acc. 1s. 7.—Publicans' Handicap, 440 Yards, of £15. First prize £6, second £3, third £1. Nom. 5s, acc. 3s. 8.—Half-mile Handicap, of £7. First prize £4, second £2, third £1. Nom. 5s, acc. 2s. 9.—Primary Schools Handicap, 100 Yards, 14 years and under. First prize 15s, second 7s 6d, third 2s 6d. Post entry 6d. 10.—Forced Handicap, 100 Yards. First prize 20s, second 10s. Winners 2s 6d, losers 1s. Points Prizes.—Events 5, 6, 7, and 8. bbox=[155, 606, 290, 719]
matau-ball: A GRAND BALL WILL BE HELD IN MATAU SCHOOL IN THE EVENING. Good Floor, Good Music, and Supper. Gents 3s, Ladies Basket. bbox=[582, 775, 715, 799]
evans-row bbox=[871, 1035, 1097, 1059]
riverlea-start: SPORTS START 11 A.M. bbox=[46, 345, 115, 353]
section-heading: SWIMMING. bbox=[338, 32, 391, 41]
hb-feast: A Feast of "H.B." Bargains! bbox=[918, 116, 1050, 128]
car-item: 1 Scale Paige, seven-seater, tip-top condition ........ £250. bbox=[871, 499, 1031, 508]
hb-item: 36 Men's Natural Singlets and Underpants .... 6/6. bbox=[865, 193, 1035, 203]
thursday-heading: THURSDAY NIGHT'S EVENTS. bbox=[319, 56, 410, 64]
column-cricket bbox=[578, 30, 720, 1390]
chevrolet-five-seater: Five Seater £405. bbox=[871, 647, 922, 656]
ashburton-heading: AUSTRALIA v. ASHBURTON. bbox=[597, 45, 700, 55]
car-item: 1 Overland lorry, just been overhauled ........ £150. bbox=[871, 507, 1012, 516]
uruti-date: THURSDAY, APRIL 7. bbox=[611, 350, 686, 360]
hb-item: 10 only—"H.B." Tailor Cut Sac Suits ........ 110/- bbox=[865, 173, 1029, 183]
divider bbox=[581, 528, 716, 529]
manawatu-heading: MANAWATU TOURNAMENT. bbox=[455, 387, 558, 397]
handicaps-text: 120 Yards District Handicap.—P. H. Hickey scr, F. Tinney 2yds, F. Owen 3yds, D. C. Nicholls 3yds, G. Allen 4yds, R. Belcher 6yds, C. Carey 6yds, J. Howard 6yds, F. Broughton 6yds, E. McGregor 6yds, F. Hickey 6yds, F. Oakley 6yds, J. Whanan 7yds, J. Elder 7yds. 120 Yards Taranaki Championship.—J. Whanan, A. Hair, J. Owen, P. Hickey, A. J. Kirk, B. A. Anderson, A. F. Hickey, R. J. Plank, A. Laurent, Douglas, K. Minhinnick, D. C. Nicholls, Oakley, E. Bartlett, E. C. Howard, P. Hickey. 100 Yards Handicap.—E. Minhinnick, A. J. Kirk, R. Maindonald, C. Laurent, Howard, F. Hickey. 220 Yards Handicap.—R. Minhinnick, A. J. Kirk, C. Anderson 16yds, C. S. Ryan, E. J. Hickey 10yds, F. Hickey 13yds. 440 Yards Handicap.—P. H. Hickey 10yds, A. Bartlett 10yds, T. Walker, F. Ferguson 32yds, J. A. Elder 35yds, J. Carey 40yds, T. Wood, G. Laurent. 880 Yards Handicap.—T. Walker, R. Pennington, H. A. Bartlett 10yds, T. E. Taylor 40yds, C. Carey, A. Ferguson 75yds, A. Laurent, W. M. Phillips, Fetherston 45yds, W. Young 50yds. Mile.—T. Walker, R. Pennington, J. Fetherston, W. Young, R. Sigley, C. Laurent, Buckingham (handicap on ground). bbox=[439, 500, 574, 639]
federal-band: FEDERAL BAND IN ATTENDANCE. REFRESHMENT BOOTH ON GROUND. bbox=[165, 472, 280, 488]
waimate-date: EASTER MONDAY NEXT, MARCH 28. bbox=[14, 138, 147, 148]
divider bbox=[155, 502, 290, 503]
column-athletics-opunake bbox=[152, 30, 294, 1390]
hb-item: 60 Men's English Fur Felt Hats ........ 14/11. bbox=[865, 183, 1012, 193]
patea-date: EASTER SATURDAY, MARCH 26th, 1921. bbox=[729, 105, 852, 124]
horse-icon bbox=[13, 48, 148, 82]
hawera-intro: Six rinks from the New Plymouth Club journeyed to Hawera yesterday and played ten matches against the home club, being defeated in the morning by 8 points and winning in the afternoon by 17 points. New Plymouth thus won on the aggregate by 11 points. The green was in splendid order, and the visitors were most hospitably entertained, spending an enjoyable day. Detailed results (New Plymouth being mentioned first in each case):— bbox=[439, 254, 575, 307]
stainton-name: Stainton & Co., Limited bbox=[895, 570, 1073, 591]
carnival-2-heading: TO-DAY'S CARNIVAL. bbox=[325, 308, 404, 318]
horse-events-text: 1. Maiden Jumping. First £3 (presented by Mr. J. M. Birkett), second £1, third 10s. Entrance fee 10s. 2. Open Jumping (not less than 13 hands). First £3 and championship ribbon, second £1, third £1. Entrance fee 10s. 3. Pony Jumping. First £3, second £1, third 10s. Entrance fee 5s. 4. Best Girl Rider (under 16 years of age). First trophy valued £2 2s (presented by Mr. F. Barraclough). Entrance fee 2s 6d. 5. Best Boy Rider. First trophy valued £2 2s (presented by Mr. Reg. C. Baker). Entrance fee 2s 6d. 6. Best Girl Rider (16 years and under, school pony). First gold medal. Entrance fee 2s 6d. 7. Best Pony, 13 to 14 hands. First trophy valued £2 and championship ribbon (presented by Rev. M. D. Doherty). Entrance fee 2s 6d. 8. Best Paced Hack. First £4 and championship ribbon, second £1, third 5s. Entrance fee 3s. 9. Best Harness Horse. First £2, second £1, third 5s. Entrance fee 2s 6d. 10. Jumping Competition (weight not less than 12 stone, open). First £2 (presented by Mr. R. Lundy), second £2, third £1. Entrance fee 10s. bbox=[155, 142, 290, 267]
column-race-meetings bbox=[10, 30, 152, 1390]
divider bbox=[297, 383, 432, 386]
matau-annual: ANNUAL bbox=[634, 561, 663, 569]
egmont-conditions: Nominations, accompanied by performances and necessary fees, close with the secretary on Monday, March 28, at 8 p.m. Performances for last two years, if none during that period, the last two years to be given. All events open except local 100 yards. Three to start or no race; four or more or no second prize; five or more or no third prize. Protests must be lodged in writing with the secretary not later than 15 minutes after the finish of event, and must be accompanied by a deposit of 5s, to be forfeited if protest is not sustained. Handicaps will be published in newspapers on Tuesday, March 29. The committee reserve the right to alter programme if necessary. Admission to Sports: Gentlemen 1s, Ladies 1s, Children 6d. bbox=[723, 583, 858, 669]
hb-clothing: Clothing bbox=[1043, 223, 1103, 241]
easter-bargains-ad bbox=[867, 442, 1101, 609]
patea-ground: SPORTS GROUND, PATEA, bbox=[743, 82, 838, 92]
hb-logo-row bbox=[865, 217, 1103, 267]
column-bowling bbox=[436, 30, 578, 1390]
